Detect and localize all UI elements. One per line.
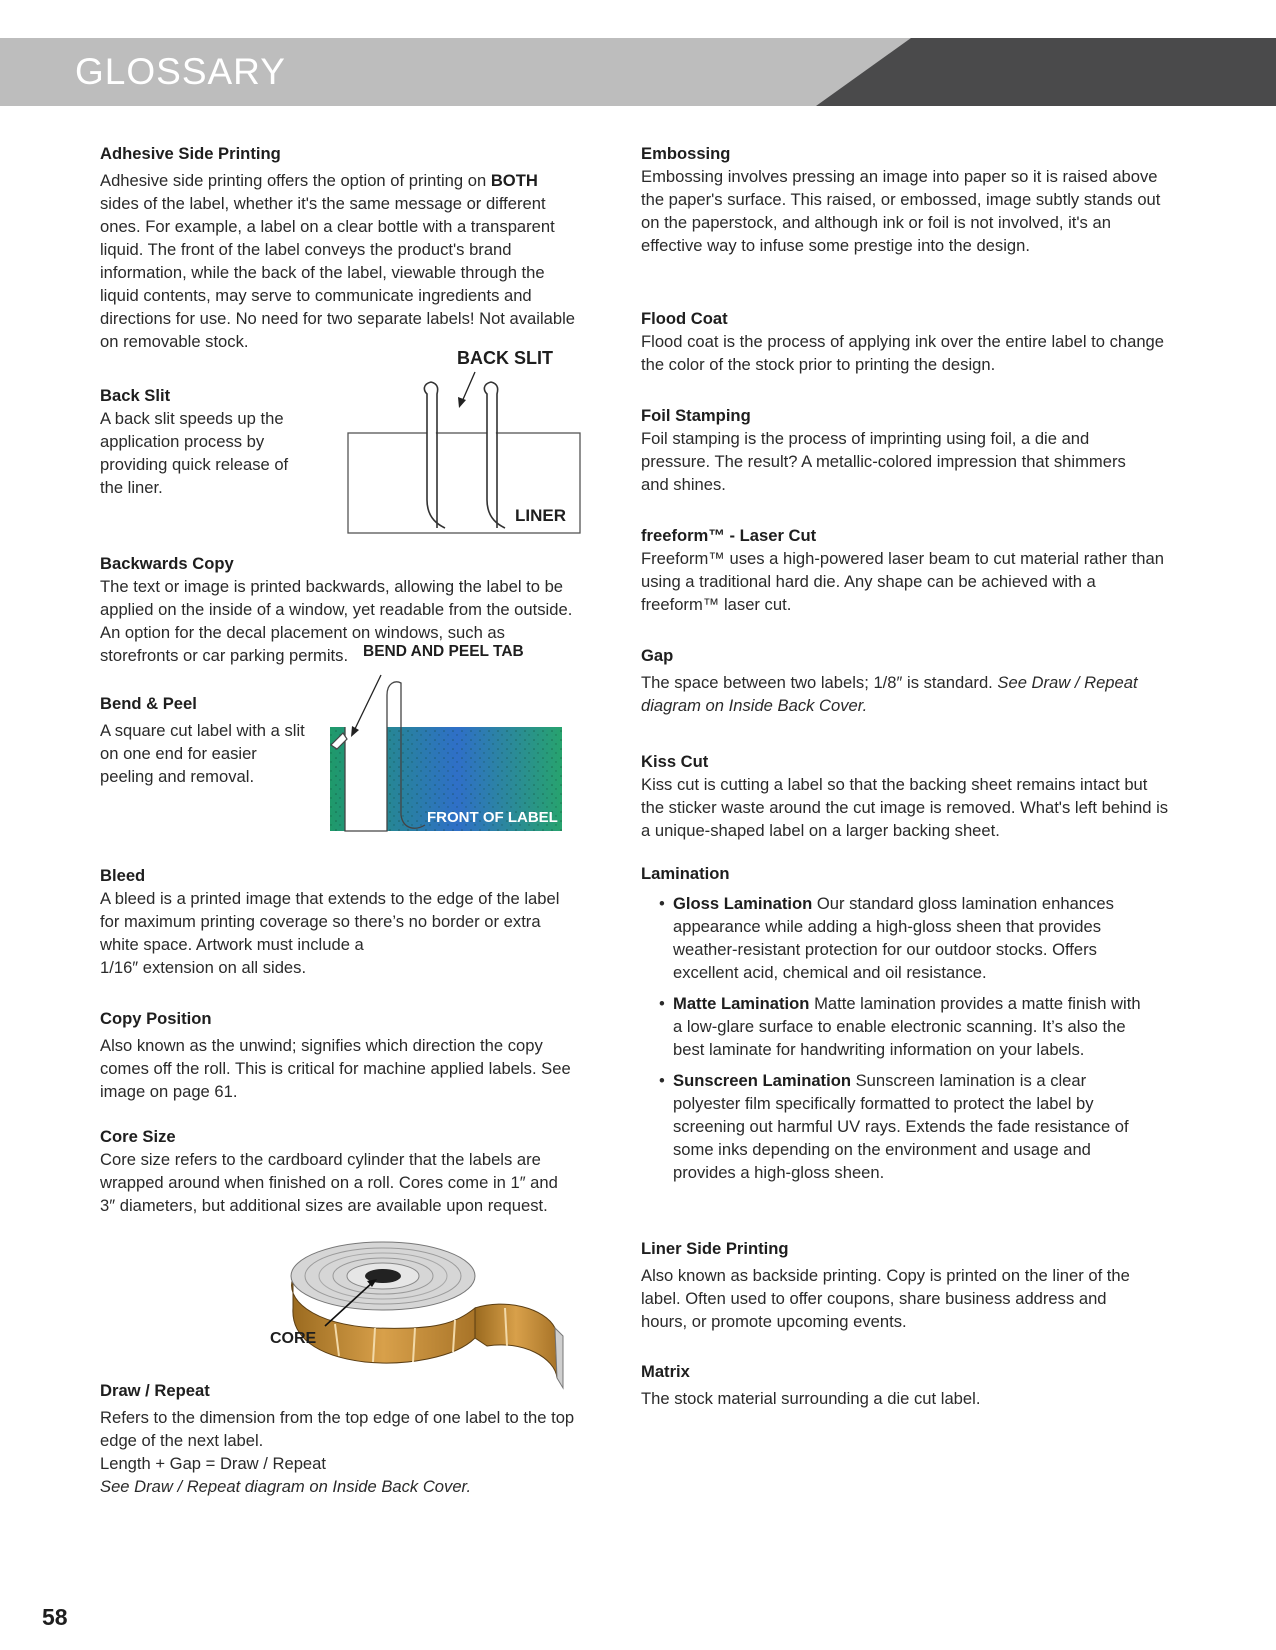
liner-label: LINER [515,506,566,525]
term-title: Lamination [641,864,730,883]
core-roll-diagram [255,1228,595,1398]
term-definition: Also known as backside printing. Copy is printed on the liner of the label. Often used to offer coupons, share business address and hours, or promote upcoming events. [641,1266,1130,1331]
back-slit-diagram [345,348,585,540]
entry-matrix [641,1360,1151,1410]
term-title: Backwards Copy [100,554,234,573]
bend-peel-diagram [325,643,585,835]
label-roll-illustration [255,1228,595,1398]
entry-copy-position [100,1007,580,1103]
term-title: Matrix [641,1362,690,1381]
bullet-glyph: • [659,1071,665,1090]
lamination-name: Gloss Lamination [673,894,813,913]
term-title: Kiss Cut [641,752,709,771]
back-slit-label: BACK SLIT [457,348,553,368]
term-title: Back Slit [100,386,171,405]
page-title: GLOSSARY [75,51,286,92]
lamination-text: Our standard gloss lamination enhances appearance while adding a high-gloss sheen that provides weather-resistant protection for our outdoor stocks. Offers excellent acid, chemical and oil resistance. [673,894,1114,982]
entry-gap [641,644,1141,717]
entry-adhesive-side-printing [100,142,580,353]
definition-text: The space between two labels; 1/8″ is standard. [641,673,998,692]
header-dark-wedge [816,38,1276,106]
term-definition: Flood coat is the process of applying ink over the entire label to change the color of the stock prior to printing the design. [641,332,1165,374]
entry-liner-side-printing [641,1237,1151,1333]
term-definition: A back slit speeds up the application process by providing quick release of the liner. [100,409,289,497]
term-definition: Freeform™ uses a high-powered laser beam to cut material rather than using a traditional hard die. Any shape can be achieved with a freeform™ laser cut. [641,549,1164,614]
term-definition: Foil stamping is the process of imprinting using foil, a die and pressure. The result? A metallic-colored impression that shimmers and shines. [641,429,1126,494]
draw-repeat-formula: Length + Gap = Draw / Repeat [100,1454,327,1473]
term-definition: Embossing involves pressing an image into paper so it is raised above the paper's surface. This raised, or embossed, image subtly stands out on the paperstock, and although ink or foil is not involved, it's an effective way to infuse some prestige into the design. [641,167,1161,255]
term-title: Copy Position [100,1009,212,1028]
term-title: Adhesive Side Printing [100,144,281,163]
term-definition: The stock material surrounding a die cut label. [641,1389,981,1408]
entry-bend-peel [100,692,310,788]
term-title: Flood Coat [641,309,728,328]
entry-kiss-cut [641,750,1171,842]
lamination-item-sunscreen [641,1069,1151,1184]
term-title: Embossing [641,144,731,163]
term-title: Bend & Peel [100,694,197,713]
term-definition: Kiss cut is cutting a label so that the backing sheet remains intact but the sticker waste around the cut image is removed. What's left behind is a unique-shaped label on a larger backing sheet. [641,775,1169,840]
entry-embossing [641,142,1171,257]
lamination-list [641,892,1151,1184]
lamination-name: Sunscreen Lamination [673,1071,851,1090]
entry-bleed [100,864,580,979]
lamination-item-matte [641,992,1151,1061]
entry-flood-coat [641,307,1171,376]
term-definition [641,671,1141,717]
term-definition: Core size refers to the cardboard cylinder that the labels are wrapped around when finished on a roll. Cores come in 1″ and 3″ diameters, but additional sizes are available upon request. [100,1150,558,1215]
bullet-glyph: • [659,894,665,913]
term-title: freeform™ - Laser Cut [641,526,817,545]
front-of-label-label: FRONT OF LABEL [427,809,558,826]
entry-back-slit [100,384,315,499]
bend-peel-tab-label: BEND AND PEEL TAB [363,643,524,660]
term-definition [100,169,580,353]
term-title: Draw / Repeat [100,1381,210,1400]
term-definition-cont: 1/16″ extension on all sides. [100,958,307,977]
draw-repeat-reference: See Draw / Repeat diagram on Inside Back Cover. [100,1477,472,1496]
term-title: Core Size [100,1127,176,1146]
term-title: Gap [641,646,674,665]
term-definition: Also known as the unwind; signifies which direction the copy comes off the roll. This is critical for machine applied labels. See image on page 61. [100,1036,571,1101]
bullet-glyph: • [659,994,665,1013]
lamination-item-gloss [641,892,1151,984]
definition-text: sides of the label, whether it's the same message or different ones. For example, a label on a clear bottle with a transparent liquid. The front of the label conveys the product's brand information, while the back of the label, viewable through the liquid contents, may serve to communicate ingredients and directions for use. No need for two separate labels! Not available on removable stock. [100,194,576,351]
core-label: CORE [270,1330,317,1347]
page-number: 58 [42,1604,68,1630]
term-definition: The text or image is printed backwards, allowing the label to be applied on the inside of a window, yet readable from the outside. An option for the decal placement on windows, such as storefronts or car parking permits. [100,577,573,665]
definition-text: Adhesive side printing offers the option of printing on [100,171,491,190]
term-definition: A square cut label with a slit on one end for easier peeling and removal. [100,721,305,786]
entry-lamination [641,862,1151,1192]
term-title: Bleed [100,866,146,885]
entry-foil-stamping [641,404,1141,496]
term-definition: A bleed is a printed image that extends to the edge of the label for maximum printing coverage so there’s no border or extra white space. Artwork must include a [100,889,560,954]
term-title: Foil Stamping [641,406,751,425]
gap-reference: See Draw / Repeat diagram on Inside Back Cover. [641,673,1138,715]
definition-emphasis: BOTH [490,171,538,190]
lamination-name: Matte Lamination [673,994,810,1013]
entry-freeform-laser-cut [641,524,1166,616]
header-banner [0,38,1276,106]
lamination-text: Sunscreen lamination is a clear polyester film specifically formatted to protect the label by screening out harmful UV rays. Extends the fade resistance of some inks depending on the environment and usage and provides a high-gloss sheen. [673,1071,1129,1182]
term-definition: Refers to the dimension from the top edge of one label to the top edge of the next label. [100,1408,575,1450]
lamination-text: Matte lamination provides a matte finish with a low-glare surface to enable electronic scanning. It’s also the best laminate for handwriting information on your labels. [673,994,1141,1059]
term-title: Liner Side Printing [641,1239,789,1258]
entry-core-size [100,1125,570,1217]
